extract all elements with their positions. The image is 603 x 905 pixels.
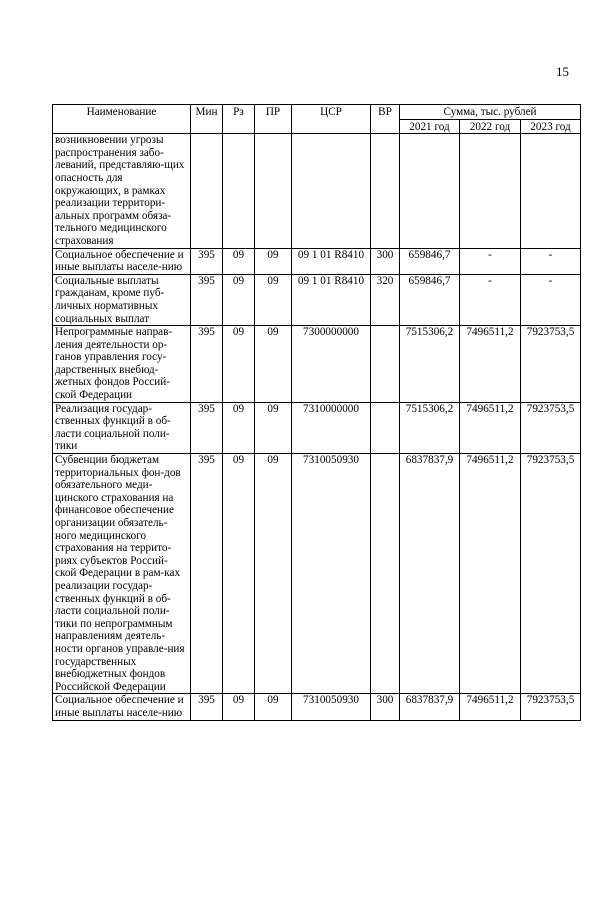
header-sum: Сумма, тыс. рублей: [400, 105, 581, 120]
table-row: [53, 326, 581, 403]
header-2022: 2022 год: [460, 119, 521, 134]
cell-rz: 09: [223, 694, 255, 720]
cell-2023: -: [521, 274, 581, 325]
cell-rz: 09: [223, 326, 255, 403]
cell-2023: 7923753,5: [521, 454, 581, 694]
cell-name: Социальное обеспечение и иные выплаты населе-нию: [53, 694, 191, 720]
header-pr: ПР: [255, 105, 292, 134]
cell-csr: 09 1 01 R8410: [292, 248, 371, 274]
cell-2022: [460, 134, 521, 248]
cell-min: 395: [191, 326, 223, 403]
cell-2022: 7496511,2: [460, 694, 521, 720]
cell-min: 395: [191, 454, 223, 694]
cell-vr: 320: [371, 274, 400, 325]
cell-csr: 09 1 01 R8410: [292, 274, 371, 325]
cell-vr: [371, 402, 400, 453]
table-row: [53, 274, 581, 325]
cell-name: Субвенции бюджетам территориальных фон-дов обязательного меди-цинского страхования на финансовое обеспечение организации обязатель-ного медицинского страхования на террито-риях субъектов Россий-ской Федерации в рам-ках реализации государ-ственных функций в об-ласти социальной поли-тики по непрограммным направлениям деятель-ности органов управле-ния государственных внебюджетных фондов Российской Федерации: [53, 454, 191, 694]
cell-2021: 7515306,2: [400, 402, 460, 453]
cell-csr: 7310000000: [292, 402, 371, 453]
cell-pr: 09: [255, 326, 292, 403]
cell-vr: [371, 326, 400, 403]
cell-min: [191, 134, 223, 248]
header-rz: Рз: [223, 105, 255, 134]
table-row: [53, 402, 581, 453]
header-vr: ВР: [371, 105, 400, 134]
cell-pr: 09: [255, 402, 292, 453]
cell-2023: 7923753,5: [521, 326, 581, 403]
cell-2022: 7496511,2: [460, 326, 521, 403]
table-row: [53, 454, 581, 694]
cell-2023: 7923753,5: [521, 694, 581, 720]
cell-vr: 300: [371, 694, 400, 720]
cell-pr: 09: [255, 274, 292, 325]
cell-vr: [371, 454, 400, 694]
table-row: [53, 134, 581, 248]
cell-pr: [255, 134, 292, 248]
table-row: [53, 248, 581, 274]
cell-name: Социальное обеспечение и иные выплаты населе-нию: [53, 248, 191, 274]
cell-2021: [400, 134, 460, 248]
cell-name: возникновении угрозы распространения забо-леваний, представляю-щих опасность для окружающих, в рамках реализации территори-альных программ обяза-тельного медицинского страхования: [53, 134, 191, 248]
cell-2022: 7496511,2: [460, 454, 521, 694]
header-name: Наименование: [53, 105, 191, 134]
cell-min: 395: [191, 274, 223, 325]
cell-rz: 09: [223, 402, 255, 453]
cell-rz: 09: [223, 248, 255, 274]
cell-2022: 7496511,2: [460, 402, 521, 453]
cell-csr: 7310050930: [292, 694, 371, 720]
cell-rz: 09: [223, 454, 255, 694]
cell-2022: -: [460, 248, 521, 274]
header-row: [53, 105, 581, 120]
cell-2023: 7923753,5: [521, 402, 581, 453]
header-2021: 2021 год: [400, 119, 460, 134]
cell-2021: 7515306,2: [400, 326, 460, 403]
cell-2021: 659846,7: [400, 248, 460, 274]
cell-2021: 6837837,9: [400, 454, 460, 694]
cell-2021: 6837837,9: [400, 694, 460, 720]
cell-csr: 7300000000: [292, 326, 371, 403]
table-row: [53, 694, 581, 720]
header-min: Мин: [191, 105, 223, 134]
header-2023: 2023 год: [521, 119, 581, 134]
cell-csr: [292, 134, 371, 248]
cell-csr: 7310050930: [292, 454, 371, 694]
cell-pr: 09: [255, 248, 292, 274]
budget-table: [52, 104, 581, 721]
cell-pr: 09: [255, 694, 292, 720]
cell-name: Реализация государ-ственных функций в об-ласти социальной поли-тики: [53, 402, 191, 453]
cell-pr: 09: [255, 454, 292, 694]
header-csr: ЦСР: [292, 105, 371, 134]
cell-min: 395: [191, 248, 223, 274]
cell-vr: [371, 134, 400, 248]
cell-min: 395: [191, 694, 223, 720]
cell-2022: -: [460, 274, 521, 325]
cell-min: 395: [191, 402, 223, 453]
cell-name: Социальные выплаты гражданам, кроме пуб-личных нормативных социальных выплат: [53, 274, 191, 325]
cell-rz: [223, 134, 255, 248]
page-number: 15: [556, 64, 569, 79]
cell-name: Непрограммные направ-ления деятельности ор-ганов управления госу-дарственных внебюд-жетных фондов Россий-ской Федерации: [53, 326, 191, 403]
cell-2021: 659846,7: [400, 274, 460, 325]
cell-2023: -: [521, 248, 581, 274]
cell-2023: [521, 134, 581, 248]
cell-vr: 300: [371, 248, 400, 274]
cell-rz: 09: [223, 274, 255, 325]
